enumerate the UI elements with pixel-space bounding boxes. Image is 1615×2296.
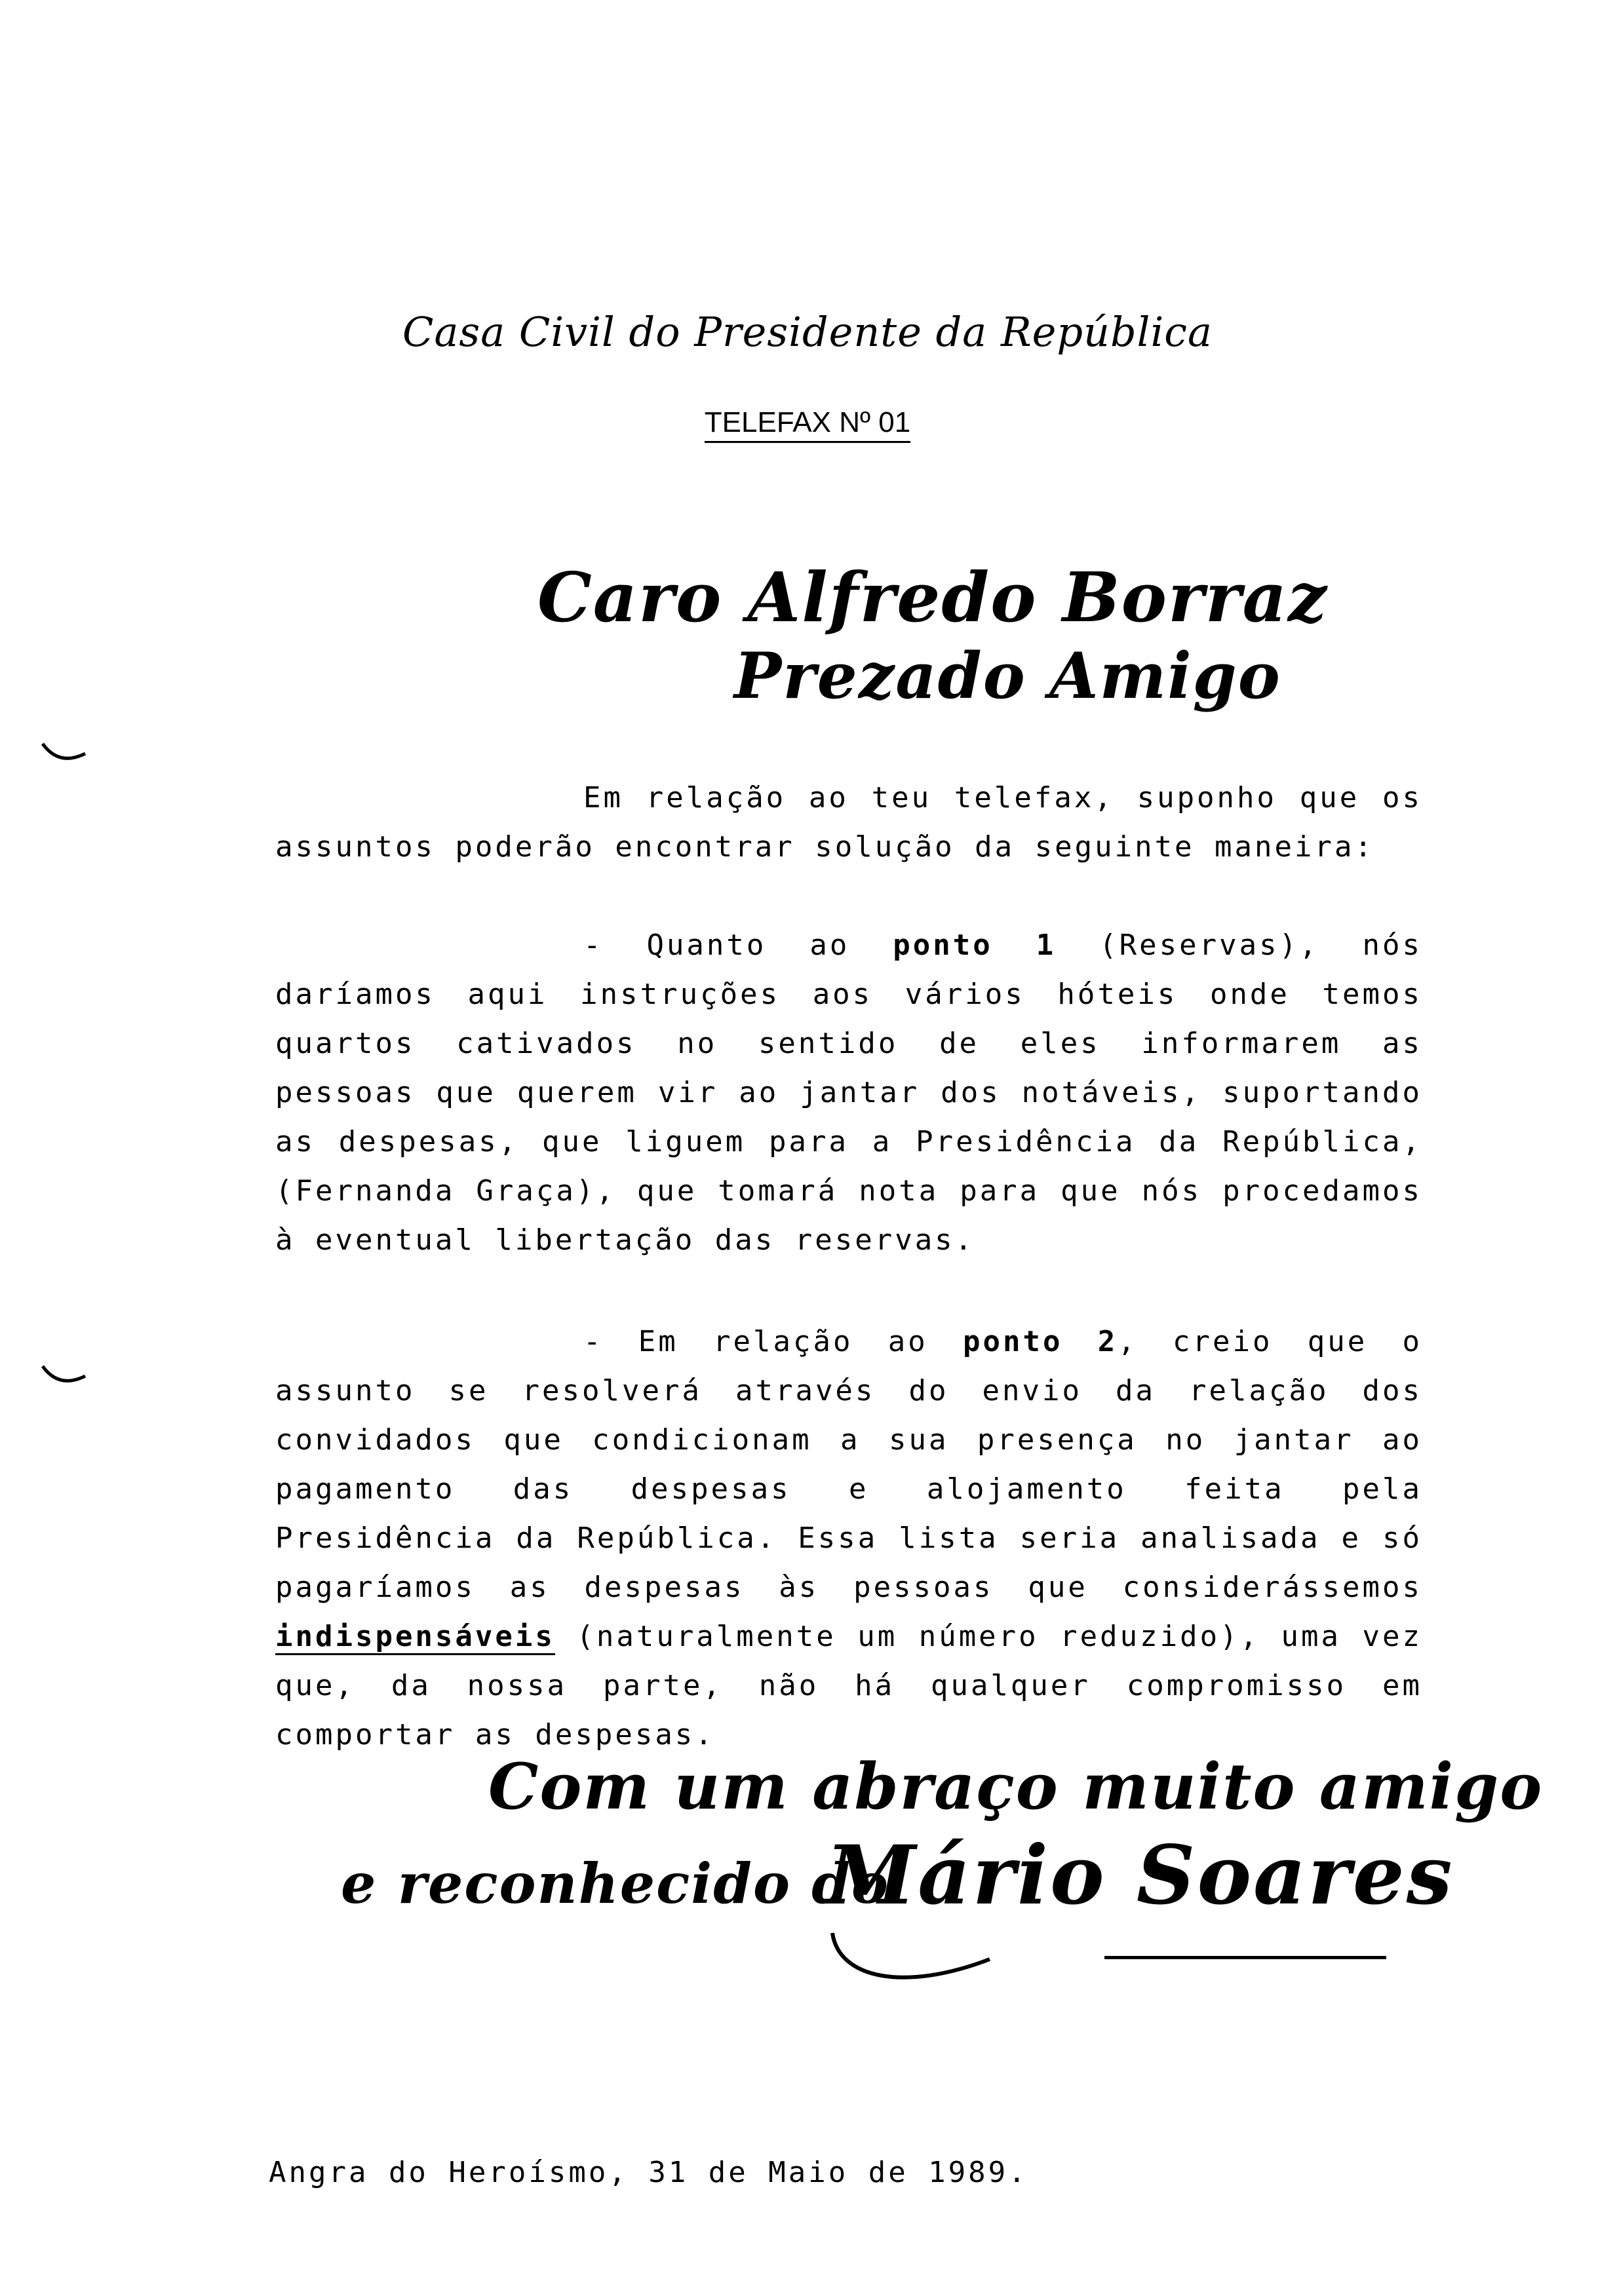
- telefax-title: [0, 406, 1615, 439]
- paragraph-3-rest: (naturalmente um número reduzido), uma vez que, da nossa parte, não há qualquer compromisso em comportar as despesas.: [275, 1620, 1422, 1751]
- letterhead: Casa Civil do Presidente da República: [402, 308, 1213, 356]
- signature-swoosh: [826, 1920, 1127, 1992]
- paragraph-3-bold: ponto 2: [963, 1325, 1118, 1358]
- date-line: Angra do Heroísmo, 31 de Maio de 1989.: [269, 2156, 1028, 2189]
- greeting-line-2: Prezado Amigo: [734, 639, 1281, 713]
- punch-mark-top: [39, 740, 92, 767]
- paragraph-2: [275, 921, 1422, 1265]
- paragraph-2-bold: ponto 1: [893, 928, 1057, 962]
- closing-line-2: e reconhecido do: [341, 1851, 889, 1916]
- paragraph-1: Em relação ao teu telefax, suponho que os assuntos poderão encontrar solução da seguinte maneira:: [275, 781, 1422, 864]
- paragraph-2-rest: (Reservas), nós daríamos aqui instruções aos vários hóteis onde temos quartos cativados no sentido de eles informarem as pessoas que querem vir ao jantar dos notáveis, suportando as despesas, que liguem para a Presidência da República, (Fernanda Graça), que tomará nota para que nós procedamos à eventual libertação das reservas.: [275, 928, 1422, 1257]
- paragraph-3-underlined: indispensáveis: [275, 1620, 555, 1655]
- signature-underline: [1104, 1956, 1386, 1959]
- paragraph-3: [275, 1317, 1422, 1759]
- paragraph-2-prefix: - Quanto ao: [583, 928, 893, 962]
- paragraph-3-prefix: - Em relação ao: [583, 1325, 963, 1358]
- paragraph-3-middle: , creio que o assunto se resolverá através do envio da relação dos convidados que condicionam a sua presença no jantar ao pagamento das despesas e alojamento feita pela Presidência da República. Essa lista seria analisada e só pagaríamos as despesas às pessoas que considerássemos: [275, 1325, 1423, 1604]
- signature: Mário Soares: [826, 1828, 1454, 1923]
- punch-mark-bottom: [39, 1363, 92, 1389]
- closing-line-1: Com um abraço muito amigo: [488, 1750, 1544, 1824]
- greeting-line-1: Caro Alfredo Borraz: [537, 557, 1329, 638]
- telefax-title-text: TELEFAX Nº 01: [705, 406, 910, 443]
